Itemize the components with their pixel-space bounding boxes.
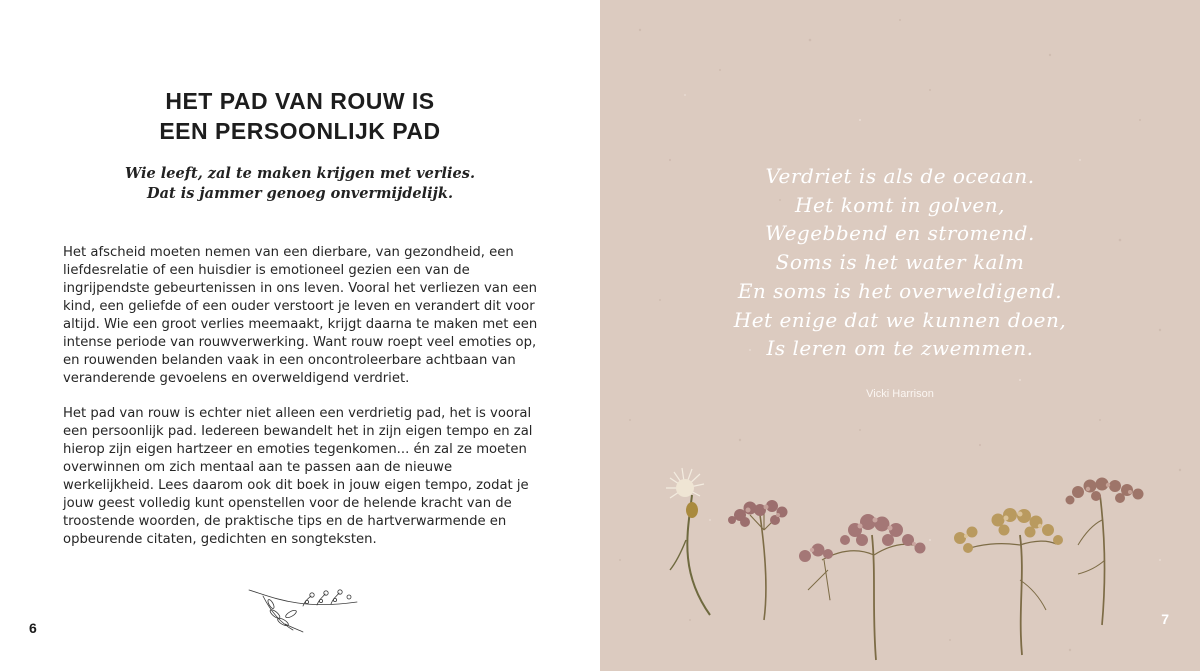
large-pink-yarrow-flower: [799, 514, 926, 660]
floral-branch-icon: [245, 584, 360, 636]
quote-line: Soms is het water kalm: [775, 250, 1025, 275]
subtitle: [60, 164, 540, 204]
quote-line: Wegebbend en stromend.: [765, 221, 1035, 246]
pink-cluster-flower: [728, 500, 788, 620]
title-line-1: HET PAD VAN ROUW IS: [165, 88, 435, 114]
quote-line: Is leren om te zwemmen.: [766, 336, 1034, 361]
quote-line: En soms is het overweldigend.: [737, 278, 1063, 303]
subtitle-line-2: Dat is jammer genoeg onvermijdelijk.: [147, 185, 453, 202]
quote-line: Het komt in golven,: [795, 192, 1005, 217]
dandelion-flower: [666, 468, 710, 615]
page-title: [60, 86, 540, 146]
quote-line: Verdriet is als de oceaan.: [765, 164, 1035, 188]
title-line-2: EEN PERSOONLIJK PAD: [159, 118, 441, 144]
golden-yarrow-flower: [954, 508, 1063, 655]
right-page: [600, 0, 1200, 671]
mauve-cluster-flower: [1066, 478, 1144, 626]
body-paragraph-1: Het afscheid moeten nemen van een dierbare, van gezondheid, een liefdesrelatie of een huisdier is emotioneel gezien een van de ingrijpendste gebeurtenissen in ons leven. Vooral het verliezen van een kind, een geliefde of een ouder verstoort je leven en verandert dit voor altijd. Wie een groot verlies meemaakt, krijgt daarna te maken met een intense periode van rouwverwerking. Want rouw roept veel emoties op, en rouwenden belanden vaak in een oncontroleerbare achtbaan van veranderende gevoelens en overweldigend verdriet.: [63, 245, 538, 386]
body-paragraph-2: Het pad van rouw is echter niet alleen een verdrietig pad, het is vooral een persoonlijk pad. Iedereen bewandelt het in zijn eigen tempo en zal hierop zijn eigen hartzeer en emoties tegenkomen... én zal ze moeten overwinnen om zich mentaal aan te passen aan de nieuwe werkelijkheid. Lees daarom ook dit boek in jouw eigen tempo, zodat je jouw geest volledig kunt openstellen voor de helende kracht van de troostende woorden, de praktische tips en de hartverwarmende en opbeurende citaten, gedichten en songteksten.: [63, 406, 533, 547]
subtitle-line-1: Wie leeft, zal te maken krijgen met verlies.: [124, 165, 475, 182]
dried-flowers-image: [600, 460, 1200, 671]
page-number-right: 7: [1161, 611, 1169, 627]
quote: [700, 162, 1100, 363]
page-number-left: 6: [29, 620, 37, 636]
quote-line: Het enige dat we kunnen doen,: [733, 307, 1067, 332]
quote-author: Vicki Harrison: [866, 388, 934, 400]
